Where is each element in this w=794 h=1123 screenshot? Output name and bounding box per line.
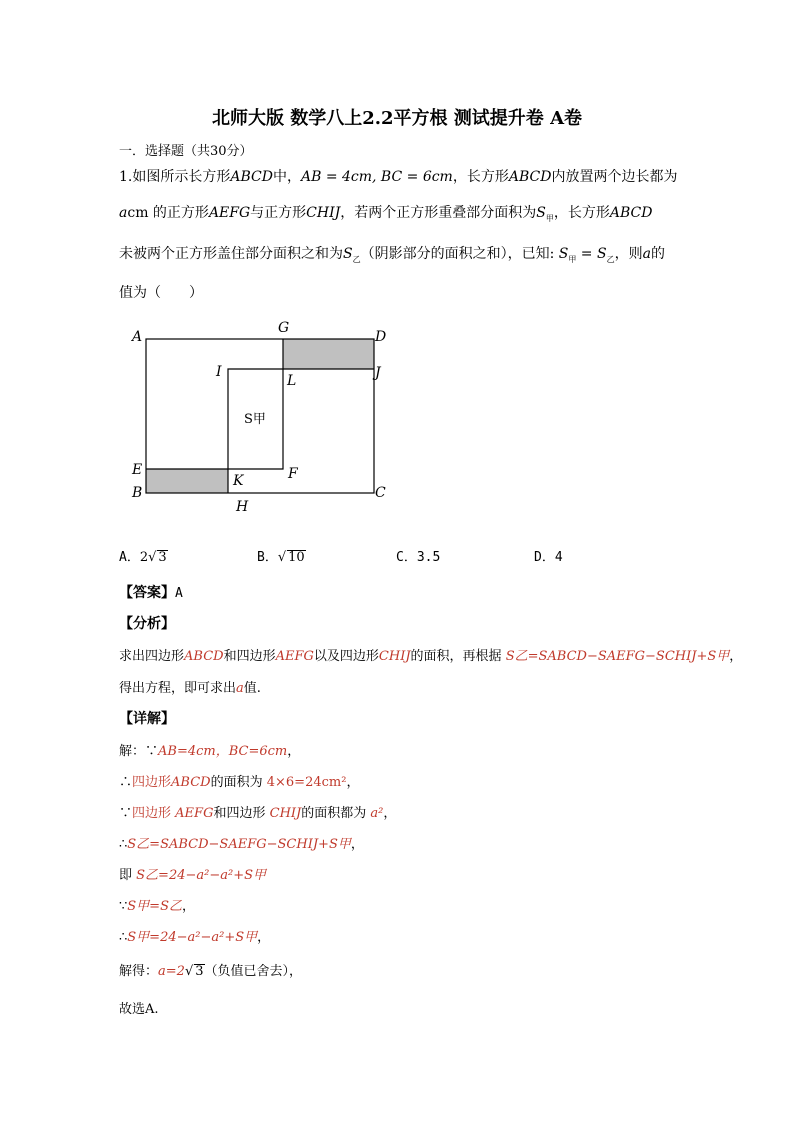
label-H: H: [236, 499, 249, 515]
q-sub-yi: 乙: [606, 254, 615, 264]
d-text: ∴: [119, 930, 128, 945]
q-text: 中，: [272, 169, 301, 185]
d-abcd: ABCD: [171, 775, 211, 790]
option-d: D．4: [534, 550, 563, 565]
d-given: AB=4cm，BC=6cm: [158, 744, 288, 759]
q-s: S: [558, 246, 569, 262]
detail-line-9: 故选A.: [119, 1002, 159, 1017]
a-aefg: AEFG: [275, 649, 314, 664]
q-text: 与正方形: [250, 205, 307, 221]
d-text: 解：∵: [119, 744, 159, 759]
answer-value: A: [175, 586, 183, 601]
d-text: 即: [119, 868, 133, 883]
option-b-radicand: 10: [288, 550, 305, 565]
d-text: ∵: [119, 806, 133, 821]
d-text: 和四边形: [213, 806, 266, 821]
d-text: ，: [257, 930, 271, 945]
q-eq: =: [576, 246, 597, 262]
a-abcd: ABCD: [184, 649, 224, 664]
detail-line-5: [119, 864, 266, 883]
detail-line-4: [119, 833, 364, 852]
section-heading: 一．选择题（共30分）: [119, 144, 253, 159]
d-text: ，: [287, 744, 301, 759]
a-text: 求出四边形: [119, 649, 185, 664]
a-text: 值.: [243, 681, 261, 696]
label-L: L: [287, 373, 297, 389]
d-text: ∴: [119, 837, 128, 852]
sqrt-sign: √: [184, 964, 194, 979]
d-text: 解得：: [119, 964, 159, 979]
question-line-3: [119, 243, 665, 265]
a-text: 和四边形: [223, 649, 276, 664]
a-a: a: [236, 681, 244, 696]
d-equation: S甲=24−a²−a²+S甲: [127, 930, 258, 945]
q-text: cm 的正方形: [127, 205, 209, 221]
sqrt-sign: √: [277, 550, 287, 565]
q-abcd: ABCD: [230, 169, 273, 185]
q-text: ，长方形: [452, 169, 509, 185]
shaded-region-bottom: [146, 469, 228, 493]
q-s: S: [536, 205, 546, 221]
option-b: [257, 546, 306, 565]
option-a-label: A．: [119, 550, 140, 565]
label-B: B: [132, 485, 143, 501]
d-a-squared: a²: [370, 806, 384, 821]
square-chij-edges: [228, 369, 374, 493]
detail-line-7: [119, 926, 270, 945]
label-E: E: [132, 462, 143, 478]
label-G: G: [278, 320, 290, 336]
q-text: 未被两个正方形盖住部分面积之和为: [119, 246, 343, 262]
option-c: C．3.5: [396, 550, 441, 565]
q-sub-jia: 甲: [545, 213, 554, 223]
square-aefg-edges: [146, 339, 283, 469]
d-result: a=2: [158, 964, 185, 979]
q-text: （阴影部分的面积之和），已知:: [360, 246, 555, 262]
shaded-region-top: [283, 339, 374, 369]
label-F: F: [288, 466, 298, 482]
option-a: [119, 546, 168, 565]
d-text: ，: [346, 775, 360, 790]
answer-heading: 【答案】: [119, 585, 175, 601]
d-equation: S乙=24−a²−a²+S甲: [136, 868, 267, 883]
q-text: 的: [650, 246, 665, 262]
d-equal: S甲=S乙: [127, 899, 182, 914]
question-line-2: [119, 202, 652, 224]
q-text: 1.如图所示长方形: [119, 169, 231, 185]
a-text: 得出方程，即可求出: [119, 681, 237, 696]
d-aefg: AEFG: [175, 806, 214, 821]
d-text: 的面积为: [210, 775, 263, 790]
d-text: ，: [350, 837, 364, 852]
label-D: D: [375, 329, 387, 345]
label-K: K: [233, 473, 244, 489]
q-a: a: [642, 246, 651, 262]
analysis-heading: 【分析】: [119, 616, 175, 632]
d-text: ，: [182, 899, 196, 914]
d-formula: S乙=SABCD−SAEFG−SCHIJ+S甲: [127, 837, 351, 852]
q-abcd: ABCD: [508, 169, 552, 185]
detail-line-2: [119, 771, 359, 790]
q-chij: CHIJ: [306, 205, 341, 221]
q-sub-jia: 甲: [568, 254, 577, 264]
label-I: I: [216, 364, 222, 380]
d-text: （负值已舍去），: [204, 964, 303, 979]
a-text: 以及四边形: [313, 649, 379, 664]
d-text: 四边形: [132, 806, 172, 821]
q-a: a: [119, 205, 128, 221]
q-sub-yi: 乙: [352, 254, 361, 264]
question-line-4: 值为（ ）: [119, 285, 203, 301]
d-area: 4×6=24cm²: [266, 775, 347, 790]
label-s-jia: S甲: [244, 412, 266, 427]
detail-line-8: [119, 960, 302, 979]
q-text: 内放置两个边长都为: [551, 169, 678, 185]
q-abcd: ABCD: [609, 205, 653, 221]
detail-line-6: [119, 895, 195, 914]
d-radicand: 3: [195, 964, 204, 979]
geometry-figure: [120, 315, 410, 520]
q-text: ，长方形: [553, 205, 610, 221]
a-formula: S乙=SABCD−SAEFG−SCHIJ+S甲: [505, 649, 730, 664]
detail-line-3: [119, 802, 396, 821]
q-text: ，若两个正方形重叠部分面积为: [340, 205, 537, 221]
q-s: S: [597, 246, 607, 262]
d-text: ∵: [119, 899, 128, 914]
detail-heading: 【详解】: [119, 711, 175, 727]
d-text: 四边形: [132, 775, 172, 790]
d-text: 的面积都为: [301, 806, 367, 821]
analysis-line-1: [119, 645, 742, 664]
question-line-1: [119, 166, 677, 186]
a-chij: CHIJ: [378, 649, 411, 664]
label-A: A: [132, 329, 143, 345]
d-text: ∴: [119, 775, 133, 790]
option-b-label: B．: [257, 550, 278, 565]
d-text: ，: [383, 806, 397, 821]
option-a-radicand: 3: [158, 550, 167, 565]
label-J: J: [375, 365, 381, 381]
a-text: 的面积，再根据: [410, 649, 502, 664]
a-text: ，: [729, 649, 743, 664]
q-aefg: AEFG: [208, 205, 251, 221]
label-C: C: [375, 485, 386, 501]
answer-line: [119, 582, 183, 602]
d-chij: CHIJ: [269, 806, 302, 821]
detail-line-1: [119, 740, 300, 759]
option-a-coef: 2: [139, 550, 149, 565]
page-title: 北师大版 数学八上2.2平方根 测试提升卷 A卷: [211, 108, 583, 129]
analysis-line-2: [119, 677, 261, 696]
q-ab-bc: AB = 4cm, BC = 6cm: [300, 169, 453, 185]
q-text: ，则: [614, 246, 643, 262]
q-s: S: [343, 246, 353, 262]
sqrt-sign: √: [148, 550, 157, 565]
